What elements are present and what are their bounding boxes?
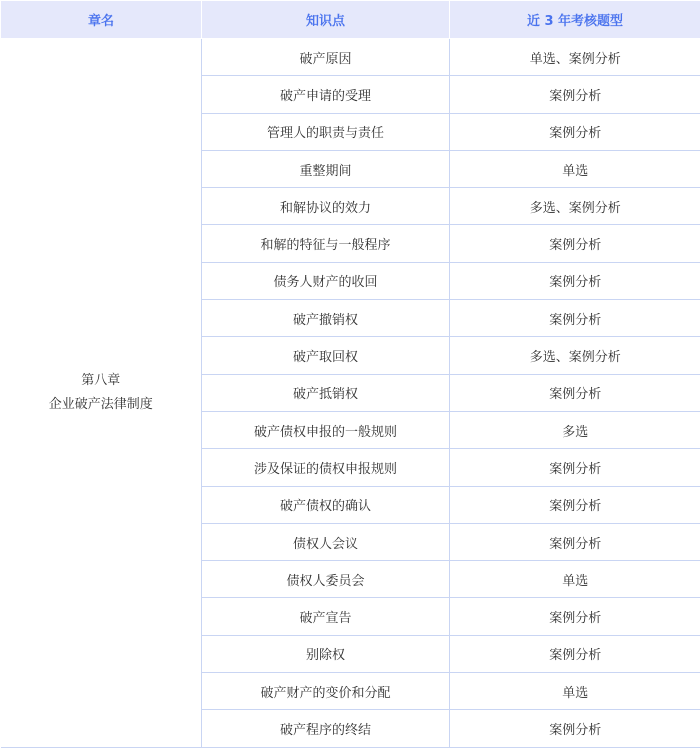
question-type-cell: 单选 [450,561,700,598]
question-type-cell: 案例分析 [450,300,700,337]
question-type-cell: 案例分析 [450,262,700,299]
topic-cell: 和解协议的效力 [202,188,450,225]
table-header [1,1,700,39]
question-type-cell: 案例分析 [450,374,700,411]
topic-cell: 破产抵销权 [202,374,450,411]
question-type-cell: 案例分析 [450,113,700,150]
topic-cell: 和解的特征与一般程序 [202,225,450,262]
question-type-cell: 多选 [450,411,700,448]
question-type-cell: 案例分析 [450,710,700,747]
question-type-cell: 单选 [450,673,700,710]
header-chapter: 章名 [1,1,202,39]
chapter-name: 企业破产法律制度 [1,393,202,417]
topic-cell: 重整期间 [202,150,450,187]
chapter-number: 第八章 [1,369,202,393]
question-type-cell: 案例分析 [450,635,700,672]
table-row [1,39,700,76]
question-type-cell: 案例分析 [450,449,700,486]
topic-cell: 债务人财产的收回 [202,262,450,299]
header-row [1,1,700,39]
topic-cell: 破产程序的终结 [202,710,450,747]
header-question-type: 近 3 年考核题型 [450,1,700,39]
chapter-title [1,369,202,417]
topic-cell: 债权人委员会 [202,561,450,598]
question-type-cell: 案例分析 [450,76,700,113]
topic-cell: 管理人的职责与责任 [202,113,450,150]
question-type-cell: 案例分析 [450,598,700,635]
header-topic: 知识点 [202,1,450,39]
topic-cell: 破产取回权 [202,337,450,374]
topic-cell: 破产财产的变价和分配 [202,673,450,710]
topic-cell: 债权人会议 [202,523,450,560]
topic-cell: 破产债权申报的一般规则 [202,411,450,448]
topic-cell: 破产宣告 [202,598,450,635]
table-body [1,39,700,748]
question-type-cell: 案例分析 [450,225,700,262]
topic-cell: 涉及保证的债权申报规则 [202,449,450,486]
question-type-cell: 多选、案例分析 [450,337,700,374]
topic-cell: 破产债权的确认 [202,486,450,523]
chapter-cell [1,39,202,748]
topic-cell: 破产原因 [202,39,450,76]
topic-cell: 破产申请的受理 [202,76,450,113]
question-type-cell: 案例分析 [450,523,700,560]
question-type-cell: 案例分析 [450,486,700,523]
topic-cell: 破产撤销权 [202,300,450,337]
question-type-cell: 多选、案例分析 [450,188,700,225]
topic-cell: 别除权 [202,635,450,672]
question-type-cell: 单选 [450,150,700,187]
question-type-cell: 单选、案例分析 [450,39,700,76]
